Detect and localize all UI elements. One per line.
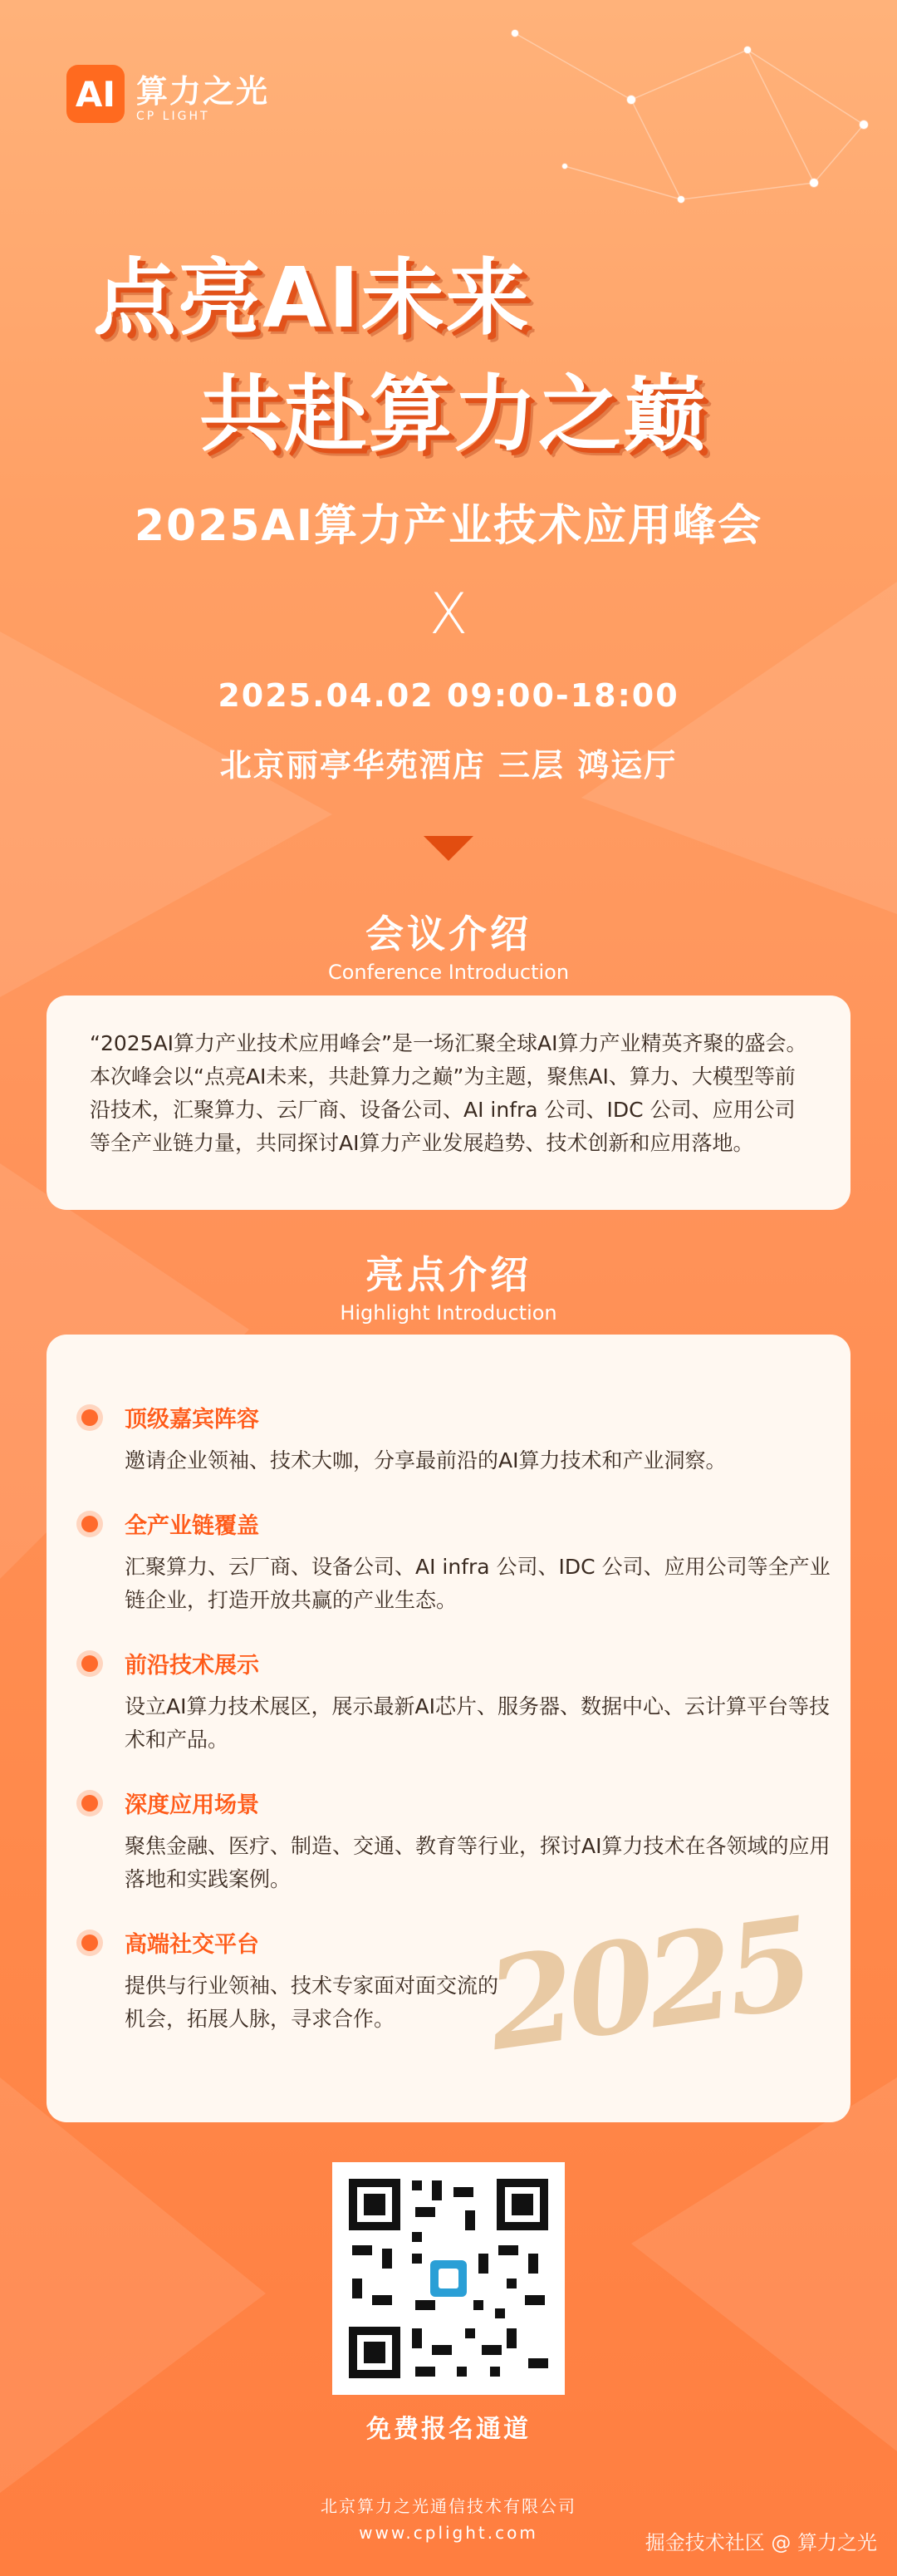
bullet-dot-icon [81, 1655, 98, 1672]
intro-body: “2025AI算力产业技术应用峰会”是一场汇聚全球AI算力产业精英齐聚的盛会。本次峰会以“点亮AI未来，共赴算力之巅”为主题，聚焦AI、算力、大模型等前沿技术，汇聚算力、云厂商、设备公司、AI infra 公司、IDC 公司、应用公司等全产业链力量，共同探讨AI算力产业发展趋势、技术创新和应用落地。 [90, 1031, 807, 1155]
highlight-item-desc: 汇聚算力、云厂商、设备公司、AI infra 公司、IDC 公司、应用公司等全产业链企业，打造开放共赢的产业生态。 [125, 1555, 831, 1612]
bullet-dot-icon [81, 1516, 98, 1532]
year-2025-art: 2025 [478, 1890, 816, 2079]
registration-qr-code[interactable] [332, 2162, 565, 2395]
bullet-dot-icon [81, 1409, 98, 1426]
watermark: 掘金技术社区 @ 算力之光 [645, 2531, 877, 2554]
brand-name: 算力之光 [136, 72, 270, 110]
highlight-section-title [0, 1245, 897, 1325]
intro-title-en: Conference Introduction [327, 961, 570, 984]
highlight-item-title: 前沿技术展示 [125, 1653, 259, 1679]
logo-badge: AI [66, 65, 125, 123]
highlight-item-title: 高端社交平台 [125, 1932, 259, 1958]
x-mark: X [429, 582, 468, 647]
bullet-dot-icon [81, 1934, 98, 1951]
company-name: 北京算力之光通信技术有限公司 [321, 2496, 576, 2516]
highlight-item-title: 全产业链覆盖 [125, 1513, 259, 1539]
headline-line-2: 共赴算力之巅 [199, 366, 708, 463]
highlight-item-desc: 聚焦金融、医疗、制造、交通、教育等行业，探讨AI算力技术在各领域的应用落地和实践案例。 [125, 1834, 831, 1891]
company-website[interactable]: www.cplight.com [359, 2523, 538, 2543]
brand-subtitle: CP LIGHT [136, 109, 210, 123]
intro-title-cn: 会议介绍 [365, 912, 532, 956]
highlight-title-cn: 亮点介绍 [365, 1252, 532, 1297]
bullet-dot-icon [81, 1795, 98, 1812]
highlight-item-title: 深度应用场景 [125, 1792, 259, 1818]
highlight-item-desc: 设立AI算力技术展区，展示最新AI芯片、服务器、数据中心、云计算平台等技术和产品。 [125, 1694, 830, 1752]
event-venue: 北京丽亭华苑酒店 三层 鸿运厅 [219, 747, 678, 784]
highlight-card [47, 1335, 850, 2122]
qr-label: 免费报名通道 [366, 2415, 531, 2444]
intro-section-title [0, 904, 897, 984]
highlight-item-desc: 提供与行业领袖、技术专家面对面交流的机会，拓展人脉，寻求合作。 [125, 1974, 499, 2031]
event-datetime: 2025.04.02 09:00-18:00 [218, 677, 679, 714]
highlight-title-en: Highlight Introduction [340, 1301, 557, 1325]
headline-line-1: 点亮AI未来 [93, 249, 531, 347]
brand-logo [66, 65, 269, 123]
highlight-item-desc: 邀请企业领袖、技术大咖，分享最前沿的AI算力技术和产业洞察。 [125, 1448, 727, 1472]
highlight-item-title: 顶级嘉宾阵容 [125, 1407, 259, 1433]
down-arrow-icon [424, 836, 473, 861]
intro-card [47, 995, 850, 1210]
summit-title: 2025AI算力产业技术应用峰会 [134, 501, 763, 551]
